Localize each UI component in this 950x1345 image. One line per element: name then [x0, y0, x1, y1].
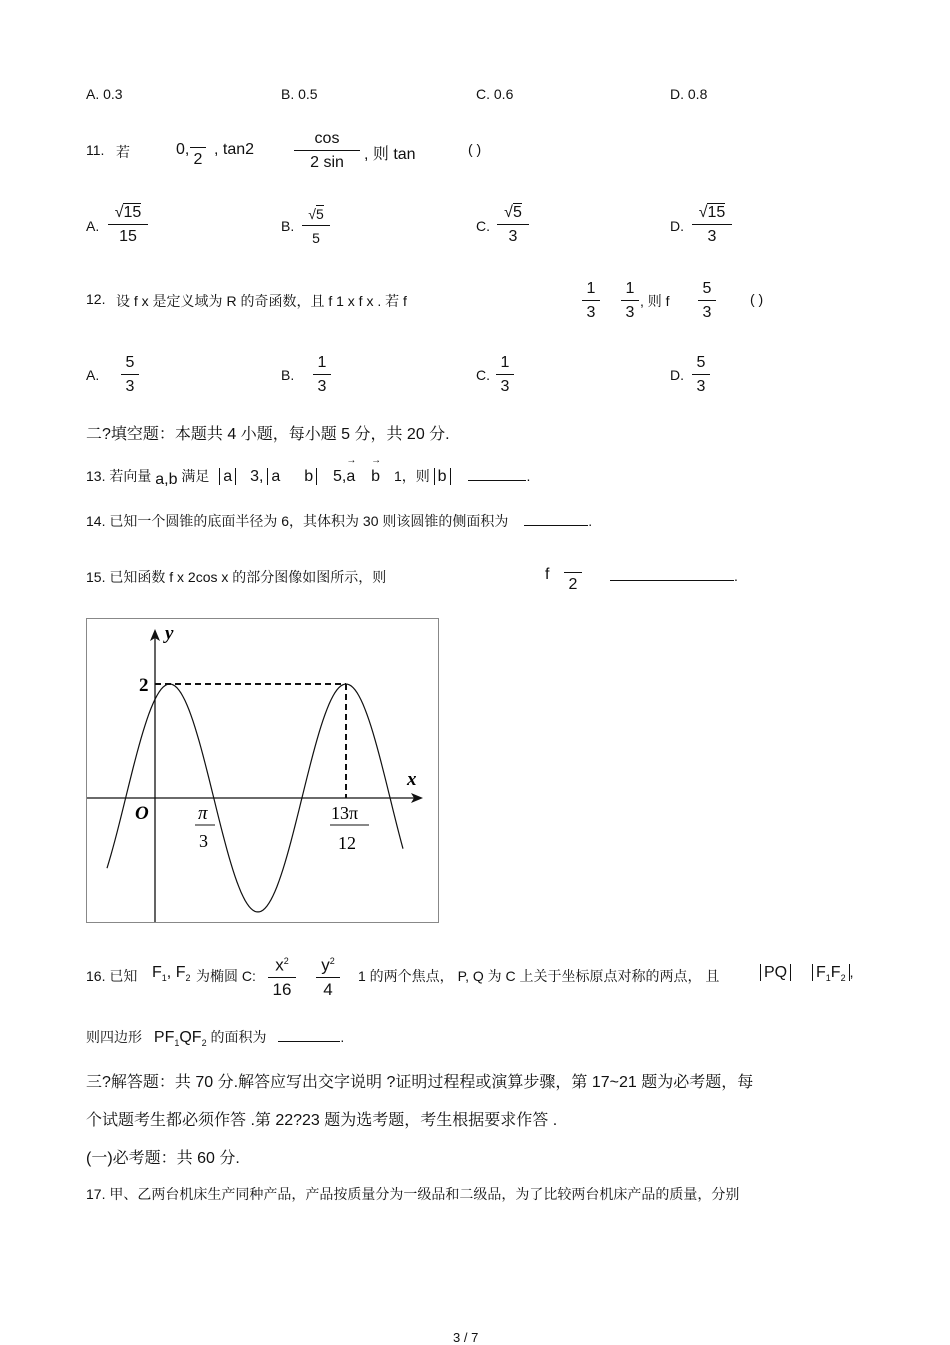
q12-f2-num: 1	[621, 278, 639, 301]
q11-opt-d-label: D.	[670, 218, 684, 234]
q12-f3-den: 3	[702, 304, 712, 321]
q11-ze: , 则 tan	[364, 146, 416, 163]
q16-sub2: 2	[185, 973, 191, 984]
q12-number: 12.	[86, 291, 106, 307]
q11-frac-den: 2 sin	[310, 154, 344, 171]
q16-y: y	[321, 955, 330, 975]
q16-f1f2-f1: F	[816, 964, 826, 981]
q13-abs-a: a	[219, 468, 236, 485]
function-graph	[86, 618, 439, 923]
q11-frac	[294, 128, 360, 175]
q11-interval-den: 2	[193, 151, 203, 168]
q16-rest: 1 的两个焦点， P, Q 为 C 上关于坐标原点对称的两点， 且	[358, 968, 720, 984]
tick2-num: 13π	[331, 803, 359, 823]
q12-f1-den: 3	[586, 304, 596, 321]
q13-a2: a	[271, 468, 281, 485]
q12-f3	[698, 278, 716, 325]
q10-option-c: C. 0.6	[476, 86, 514, 102]
q12-opt-a-num: 5	[121, 352, 139, 375]
q13-mid: 满足	[181, 468, 210, 484]
q16-y-frac	[316, 950, 340, 1002]
q16-f1f2-f2: F	[830, 964, 841, 981]
q15-f: f	[545, 566, 550, 583]
tick1-num: π	[198, 803, 208, 824]
q10-option-d: D. 0.8	[670, 86, 708, 102]
q13-answer-blank[interactable]	[468, 480, 526, 481]
q12-f2-den: 3	[625, 304, 635, 321]
section-3-line1: 三?解答题：共 70 分.解答应写出交字说明 ?证明过程程或演算步骤，第 17~21 题为必考题，每	[86, 1074, 754, 1091]
q12-text: 设 f x 是定义域为 R 的奇函数，且 f 1 x f x . 若 f	[116, 293, 407, 309]
q16-y2	[316, 950, 340, 978]
question-14	[86, 511, 592, 531]
q15-answer-blank[interactable]	[610, 568, 734, 581]
q15-frac	[564, 558, 582, 597]
q16-den2: 4	[323, 979, 333, 999]
q16-line2-b: 的面积为	[210, 1029, 267, 1045]
q11-opt-b-num: 5	[315, 206, 324, 222]
page-number: 3 / 7	[453, 1330, 479, 1345]
q13-vec-b: → b	[371, 468, 380, 485]
q12-opt-b-den: 3	[317, 378, 327, 395]
q11-opt-a-den: 15	[119, 228, 137, 245]
q13-abs-b: b	[434, 468, 451, 485]
q13-end: .	[526, 468, 531, 484]
q16-x-sup: 2	[283, 956, 289, 966]
q12-opt-b	[313, 352, 331, 399]
section-2-heading: 二?填空题：本题共 4 小题，每小题 5 分，共 20 分.	[86, 426, 450, 443]
q13-abs-a-b	[267, 468, 317, 485]
q13-t1: 3,	[250, 468, 264, 485]
q16-x2	[268, 950, 296, 978]
q16-line2-a: 则四边形	[86, 1029, 142, 1045]
q15-text: 15. 已知函数 f x 2cos x 的部分图像如图所示，则	[86, 569, 387, 585]
q11-opt-c: $\frac{√5}{3}$	[497, 202, 529, 249]
q11-opt-a-label: A.	[86, 218, 100, 234]
q14-end: .	[588, 513, 593, 529]
q12-opt-d-label: D.	[670, 367, 684, 383]
q12-f2	[621, 278, 639, 325]
q16-x-frac	[268, 950, 296, 1002]
q12-opt-c-den: 3	[500, 378, 510, 395]
q11-opt-d-num: 15	[707, 204, 726, 221]
question-16-line2	[86, 1027, 344, 1048]
q12-opt-a-den: 3	[125, 378, 135, 395]
q13-vec-a: → a	[346, 468, 355, 485]
q16-f2: F	[175, 964, 186, 981]
q11-tan2: , tan2	[214, 141, 255, 158]
q16-answer-blank[interactable]	[278, 1041, 340, 1042]
q14-text: 14. 已知一个圆锥的底面半径为 6，其体积为 30 则该圆锥的侧面积为	[86, 513, 509, 529]
q16-prefix: 16. 已知	[86, 968, 138, 984]
q11-opt-d-den: 3	[707, 228, 717, 245]
q12-opt-a-label: A.	[86, 367, 100, 383]
q11-opt-d: $\frac{√15}{3}$	[692, 202, 732, 249]
q11-opt-c-den: 3	[508, 228, 518, 245]
q11-opt-c-num: 5	[512, 204, 522, 221]
q16-sub1: 1	[161, 973, 167, 984]
q16-quad	[153, 1029, 207, 1049]
q16-f1: F	[152, 964, 162, 981]
q16-y-sup: 2	[329, 956, 335, 966]
q16-pq: PQ	[760, 964, 791, 981]
q13-prefix: 13. 若向量	[86, 468, 152, 484]
q10-option-b: B. 0.5	[281, 86, 318, 102]
tick1-den: 3	[199, 831, 208, 851]
q11-ruo: 若	[116, 144, 130, 160]
q15-den: 2	[568, 576, 578, 593]
max-label: 2	[139, 675, 149, 696]
q16-x: x	[275, 955, 284, 975]
q11-opt-b-den: 5	[312, 230, 320, 246]
q11-number: 11.	[86, 142, 105, 158]
q16-mid: 为椭圆 C:	[196, 968, 256, 984]
q16-den1: 16	[272, 979, 292, 999]
origin-label: O	[135, 803, 149, 824]
question-17: 17. 甲、乙两台机床生产同种产品，产品按质量分为一级品和二级品，为了比较两台机床产品的质量，分别	[86, 1186, 740, 1202]
section-3-line3: (一)必考题：共 60 分.	[86, 1150, 240, 1167]
q16-line2-end: .	[340, 1029, 345, 1045]
y-label: y	[165, 623, 174, 644]
question-13	[86, 466, 530, 486]
q16-pq-abs	[760, 964, 791, 982]
q12-f1-num: 1	[582, 278, 600, 301]
q11-opt-b-label: B.	[281, 218, 295, 234]
q16-f1f2-abs	[812, 964, 853, 983]
q15-answer	[610, 568, 738, 586]
q16-f1f2-sub1: 1	[825, 973, 831, 984]
q12-opt-c-label: C.	[476, 367, 490, 383]
q12-opt-b-num: 1	[313, 352, 331, 375]
q11-interval-left: 0,	[176, 141, 190, 158]
q16-quad-pf: PF	[153, 1029, 175, 1046]
q12-ze: , 则 f	[640, 293, 670, 309]
q16-quad-qf: QF	[179, 1029, 202, 1046]
q12-opt-d-den: 3	[696, 378, 706, 395]
q11-opt-a-num: 15	[123, 204, 142, 221]
q14-answer-blank[interactable]	[524, 525, 588, 526]
q12-opt-c-num: 1	[496, 352, 514, 375]
q13-ab: a,b	[155, 471, 178, 488]
q11-frac-num: cos	[294, 128, 360, 151]
q12-opt-a	[121, 352, 139, 399]
q12-opt-b-label: B.	[281, 367, 295, 383]
q12-paren: ( )	[750, 291, 764, 307]
q16-quad-sub1: 1	[174, 1038, 180, 1049]
q12-f1	[582, 278, 600, 325]
q16-f1f2-sub2: 2	[840, 973, 846, 984]
section-3-line2: 个试题考生都必须作答 .第 22?23 题为选考题，考生根据要求作答 .	[86, 1112, 558, 1129]
graph-svg	[87, 619, 438, 922]
x-label: x	[407, 769, 417, 790]
tick2-den: 12	[338, 833, 356, 853]
q13-t3: 1，则	[393, 468, 430, 484]
q12-opt-d	[692, 352, 710, 399]
q16-foci: $F_1$, $F_2$	[152, 964, 191, 984]
q11-paren: ( )	[468, 141, 482, 157]
q11-opt-b: $\frac{√5}{5}$	[302, 203, 330, 250]
q11-interval-frac	[190, 133, 206, 172]
q13-t2: 5,	[333, 468, 347, 485]
q15-end: .	[734, 568, 738, 584]
q11-opt-c-label: C.	[476, 218, 490, 234]
q16-end: ,	[849, 964, 854, 980]
q12-opt-d-num: 5	[692, 352, 710, 375]
q13-b1: b	[304, 468, 314, 485]
q12-f3-num: 5	[698, 278, 716, 301]
q10-option-a: A. 0.3	[86, 86, 123, 102]
q11-opt-a: $\frac{√15}{15}$	[108, 202, 148, 249]
q12-opt-c	[496, 352, 514, 399]
q16-quad-sub2: 2	[201, 1038, 207, 1049]
